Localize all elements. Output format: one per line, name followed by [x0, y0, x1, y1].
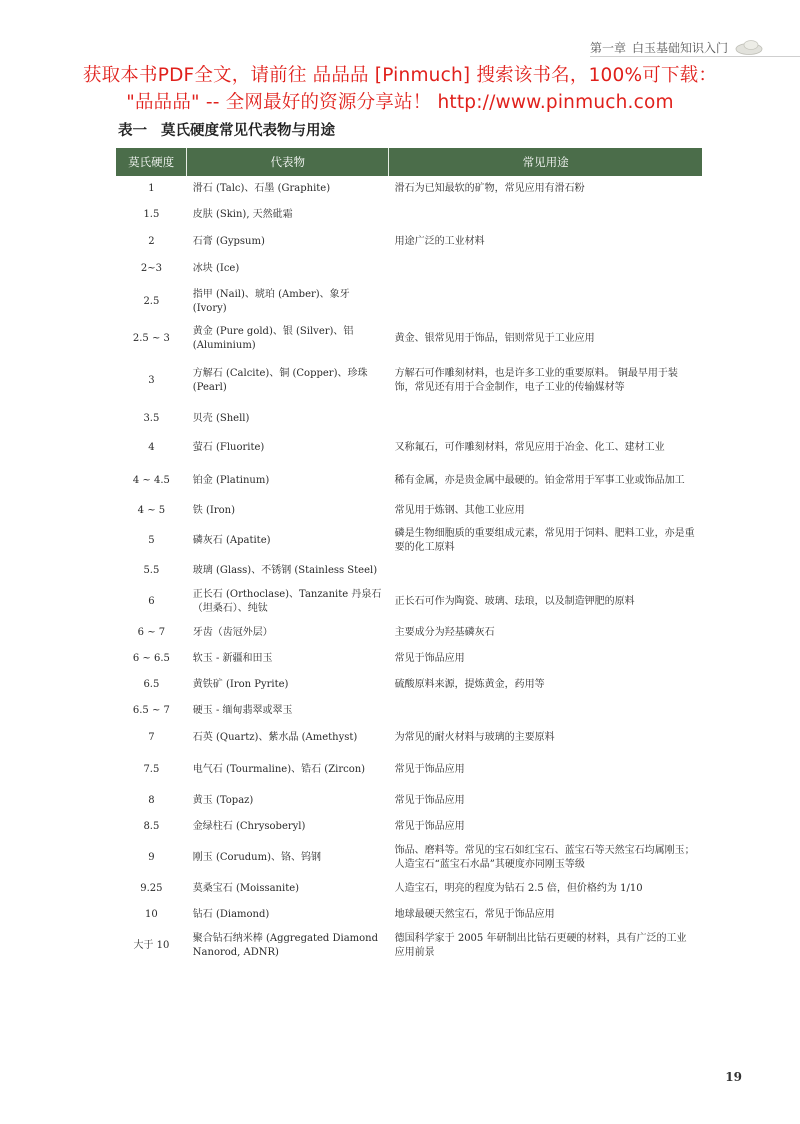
use-cell: 地球最硬天然宝石，常见于饰品应用 — [394, 909, 555, 920]
material-cell: 牙齿（齿冠外层） — [192, 627, 273, 638]
hardness-cell: 4 — [148, 442, 155, 453]
table-row — [116, 724, 702, 752]
hardness-cell: 7 — [148, 732, 155, 743]
jade-stone-icon — [734, 38, 764, 56]
table-row — [116, 584, 702, 620]
mohs-hardness-table — [116, 148, 702, 964]
use-cell — [389, 406, 702, 432]
use-cell: 黄金、银常见用于饰品，铝则常见于工业应用 — [394, 333, 595, 344]
table-row — [116, 256, 702, 282]
hardness-cell: 1.5 — [143, 209, 160, 220]
material-cell: 贝壳 (Shell) — [192, 413, 250, 424]
material-cell: 铁 (Iron) — [192, 505, 235, 516]
column-header-use: 常见用途 — [389, 148, 702, 176]
material-cell: 黄金 (Pure gold)、银 (Silver)、铝 (Aluminium) — [192, 326, 354, 351]
table-row — [116, 840, 702, 876]
table-row — [116, 176, 702, 202]
material-cell: 钻石 (Diamond) — [192, 909, 270, 920]
hardness-cell: 9 — [148, 852, 155, 863]
material-cell: 指甲 (Nail)、琥珀 (Amber)、象牙 (Ivory) — [192, 289, 350, 314]
hardness-cell: 4 ~ 4.5 — [132, 475, 170, 486]
hardness-cell: 6.5 ~ 7 — [132, 705, 170, 716]
use-cell: 又称氟石，可作雕刻材料，常见应用于冶金、化工、建材工业 — [394, 442, 665, 453]
use-cell: 磷是生物细胞质的重要组成元素，常见用于饲料、肥料工业，亦是重要的化工原料 — [394, 528, 695, 553]
use-cell: 主要成分为羟基磷灰石 — [394, 627, 495, 638]
hardness-cell: 4 ~ 5 — [137, 505, 166, 516]
hardness-cell: 8.5 — [143, 821, 160, 832]
table-row — [116, 558, 702, 584]
material-cell: 冰块 (Ice) — [192, 263, 240, 274]
table-row — [116, 322, 702, 356]
hardness-cell: 2.5 ~ 3 — [132, 333, 170, 344]
use-cell: 常见于饰品应用 — [394, 821, 465, 832]
table-row — [116, 752, 702, 788]
material-cell: 石膏 (Gypsum) — [192, 236, 265, 247]
table-row — [116, 228, 702, 256]
use-cell: 德国科学家于 2005 年研制出比钻石更硬的材料，具有广泛的工业应用前景 — [394, 933, 687, 958]
table-row — [116, 788, 702, 814]
use-cell: 滑石为已知最软的矿物，常见应用有滑石粉 — [394, 183, 585, 194]
use-cell: 常见于饰品应用 — [394, 653, 465, 664]
page-number: 19 — [725, 1070, 742, 1084]
hardness-cell: 8 — [148, 795, 155, 806]
material-cell: 铂金 (Platinum) — [192, 475, 270, 486]
table-row — [116, 524, 702, 558]
hardness-cell: 大于 10 — [133, 940, 170, 951]
use-cell: 人造宝石，明亮的程度为钻石 2.5 倍，但价格约为 1/10 — [394, 883, 643, 894]
table-row — [116, 432, 702, 464]
chapter-header — [590, 38, 764, 56]
use-cell: 饰品、磨料等。常见的宝石如红宝石、蓝宝石等天然宝石均属刚玉；人造宝石“蓝宝石水晶”其硬度亦同刚玉等级 — [394, 845, 695, 870]
material-cell: 方解石 (Calcite)、铜 (Copper)、珍珠 (Pearl) — [192, 368, 368, 393]
material-cell: 滑石 (Talc)、石墨 (Graphite) — [192, 183, 331, 194]
material-cell: 聚合钻石纳米棒 (Aggregated Diamond Nanorod, ADNR) — [192, 933, 379, 958]
table-header-row — [116, 148, 702, 176]
use-cell: 正长石可作为陶瓷、玻璃、珐琅，以及制造钾肥的原料 — [394, 596, 635, 607]
hardness-cell: 1 — [148, 183, 155, 194]
hardness-cell: 5.5 — [143, 565, 160, 576]
use-cell — [389, 282, 702, 322]
use-cell: 用途广泛的工业材料 — [394, 236, 485, 247]
use-cell: 硫酸原料来源，提炼黄金，药用等 — [394, 679, 545, 690]
material-cell: 萤石 (Fluorite) — [192, 442, 265, 453]
use-cell — [389, 256, 702, 282]
use-cell: 常见用于炼钢、其他工业应用 — [394, 505, 525, 516]
table-row — [116, 646, 702, 672]
table-row — [116, 876, 702, 902]
use-cell: 常见于饰品应用 — [394, 795, 465, 806]
material-cell: 硬玉 - 缅甸翡翠或翠玉 — [192, 705, 293, 716]
hardness-cell: 6 ~ 6.5 — [132, 653, 170, 664]
material-cell: 莫桑宝石 (Moissanite) — [192, 883, 300, 894]
table-row — [116, 620, 702, 646]
hardness-cell: 7.5 — [143, 764, 160, 775]
hardness-cell: 3.5 — [143, 413, 160, 424]
table-row — [116, 698, 702, 724]
table-row — [116, 282, 702, 322]
table-row — [116, 814, 702, 840]
header-rule — [590, 56, 800, 57]
table-row — [116, 928, 702, 964]
use-cell — [389, 202, 702, 228]
hardness-cell: 6 — [148, 596, 155, 607]
banner-line-1: 获取本书PDF全文，请前往 品品品 [Pinmuch] 搜索该书名，100%可下载： — [82, 65, 718, 86]
table-row — [116, 356, 702, 406]
column-header-material: 代表物 — [187, 148, 389, 176]
banner-line-2: "品品品" -- 全网最好的资源分享站！ http://www.pinmuch.com — [126, 92, 674, 113]
chapter-label: 第一章 — [589, 40, 626, 55]
material-cell: 黄玉 (Topaz) — [192, 795, 254, 806]
material-cell: 皮肤 (Skin), 天然砒霜 — [192, 209, 293, 220]
material-cell: 黄铁矿 (Iron Pyrite) — [192, 679, 289, 690]
material-cell: 玻璃 (Glass)、不锈钢 (Stainless Steel) — [192, 565, 378, 576]
table-row — [116, 202, 702, 228]
material-cell: 金绿柱石 (Chrysoberyl) — [192, 821, 306, 832]
use-cell: 为常见的耐火材料与玻璃的主要原料 — [394, 732, 555, 743]
table-row — [116, 672, 702, 698]
table-number: 表一 — [118, 123, 147, 139]
table-row — [116, 406, 702, 432]
hardness-cell: 2 — [148, 236, 155, 247]
material-cell: 电气石 (Tourmaline)、锆石 (Zircon) — [192, 764, 366, 775]
table-row — [116, 498, 702, 524]
hardness-cell: 2~3 — [140, 263, 162, 274]
table-title — [118, 119, 335, 140]
table-caption: 莫氏硬度常见代表物与用途 — [161, 123, 335, 139]
material-cell: 软玉 - 新疆和田玉 — [192, 653, 273, 664]
use-cell — [389, 558, 702, 584]
table-body — [116, 176, 702, 964]
hardness-cell: 2.5 — [143, 296, 160, 307]
hardness-cell: 3 — [148, 375, 155, 386]
table-row — [116, 464, 702, 498]
hardness-cell: 9.25 — [140, 883, 163, 894]
section-label: 白玉基础知识入门 — [631, 40, 728, 55]
use-cell: 方解石可作雕刻材料，也是许多工业的重要原料。 铜最早用于装饰，常见还有用于合金制作，电子工业的传输媒材等 — [394, 368, 678, 393]
download-banner — [30, 62, 770, 116]
hardness-cell: 6.5 — [143, 679, 160, 690]
material-cell: 磷灰石 (Apatite) — [192, 535, 271, 546]
column-header-hardness: 莫氏硬度 — [116, 148, 187, 176]
material-cell: 石英 (Quartz)、紫水晶 (Amethyst) — [192, 732, 358, 743]
use-cell: 常见于饰品应用 — [394, 764, 465, 775]
use-cell — [389, 698, 702, 724]
hardness-cell: 5 — [148, 535, 155, 546]
hardness-cell: 10 — [145, 909, 158, 920]
use-cell: 稀有金属，亦是贵金属中最硬的。铂金常用于军事工业或饰品加工 — [394, 475, 685, 486]
table-row — [116, 902, 702, 928]
material-cell: 刚玉 (Corudum)、铬、钨钢 — [192, 852, 321, 863]
hardness-cell: 6 ~ 7 — [137, 627, 166, 638]
material-cell: 正长石 (Orthoclase)、Tanzanite 丹泉石（坦桑石）、纯钛 — [192, 589, 382, 614]
